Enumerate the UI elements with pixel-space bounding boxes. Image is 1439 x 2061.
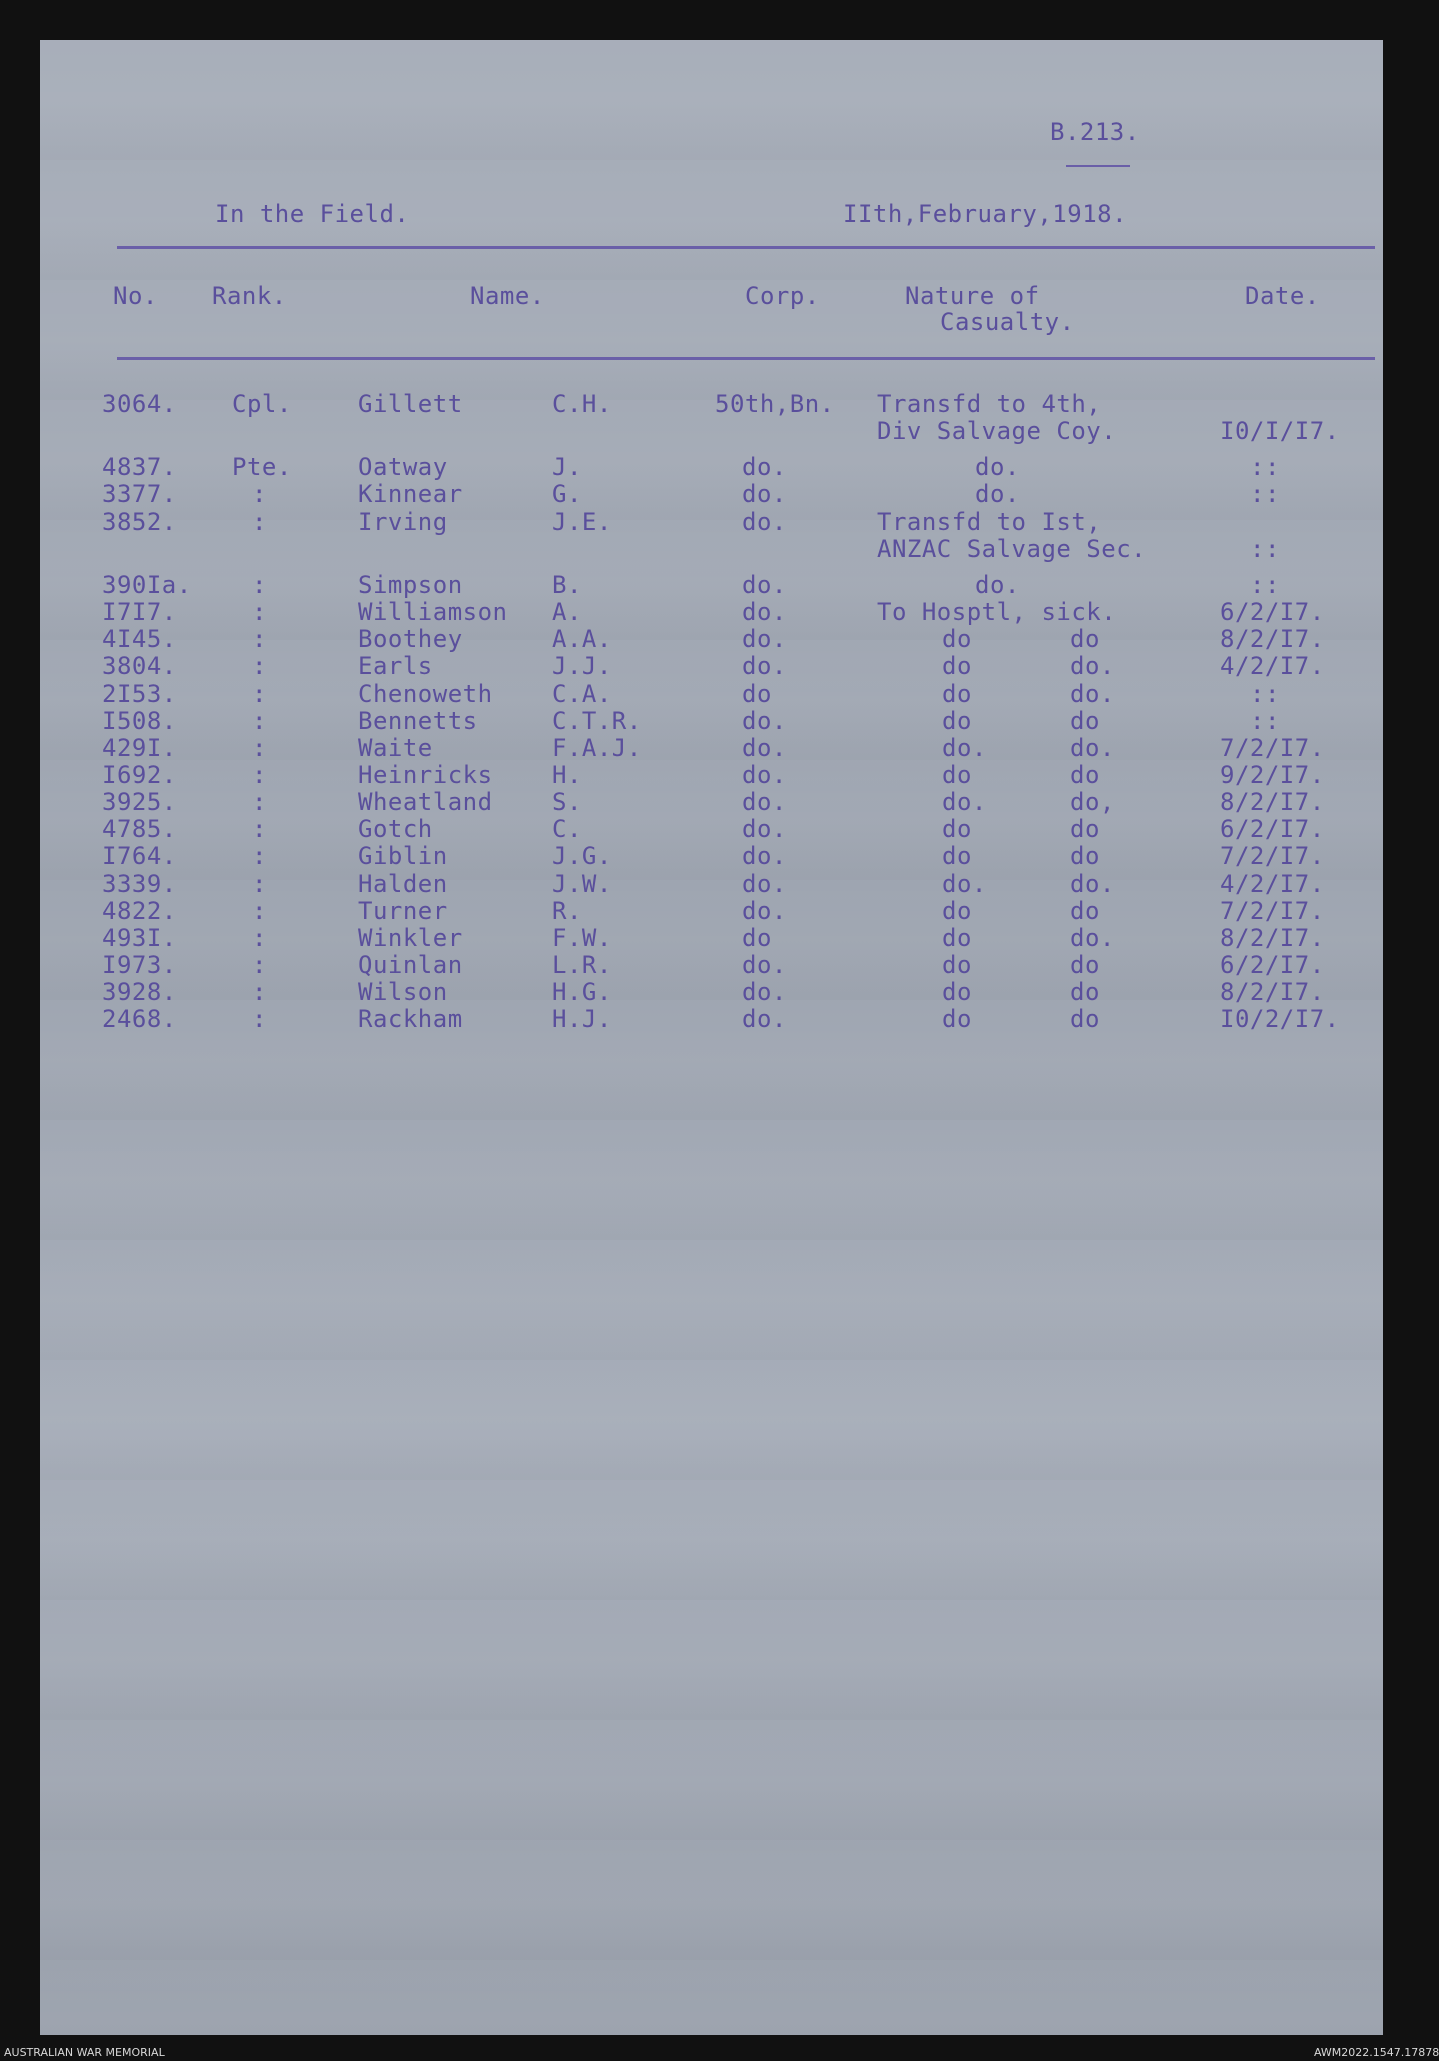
row-initials: C.H. bbox=[552, 390, 612, 418]
row-surname: Boothey bbox=[358, 625, 463, 653]
row-surname: Quinlan bbox=[358, 951, 463, 979]
row-corps: do. bbox=[742, 652, 787, 680]
row-corps: do bbox=[742, 924, 772, 952]
reference-underline bbox=[1066, 165, 1130, 167]
row-surname: Chenoweth bbox=[358, 680, 493, 708]
row-number: 3928. bbox=[102, 978, 177, 1006]
header-no: No. bbox=[113, 282, 158, 310]
row-date: :: bbox=[1250, 480, 1280, 508]
row-number: 3804. bbox=[102, 652, 177, 680]
row-surname: Bennetts bbox=[358, 707, 478, 735]
footer-left: AUSTRALIAN WAR MEMORIAL bbox=[4, 2046, 165, 2059]
row-nature: do. bbox=[975, 480, 1020, 508]
row-date: 7/2/I7. bbox=[1220, 734, 1325, 762]
row-initials: F.A.J. bbox=[552, 734, 642, 762]
row-date: :: bbox=[1250, 680, 1280, 708]
row-number: I764. bbox=[102, 842, 177, 870]
row-nature: do bbox=[942, 707, 972, 735]
row-date: 6/2/I7. bbox=[1220, 951, 1325, 979]
row-corps: do. bbox=[742, 625, 787, 653]
row-nature-ditto: do. bbox=[1070, 870, 1115, 898]
row-initials: C.A. bbox=[552, 680, 612, 708]
row-initials: H.G. bbox=[552, 978, 612, 1006]
row-nature: do. bbox=[975, 571, 1020, 599]
row-rank: : bbox=[252, 815, 267, 843]
row-corps: do. bbox=[742, 815, 787, 843]
document-sheet bbox=[40, 40, 1383, 2035]
row-corps: do. bbox=[742, 1005, 787, 1033]
header-rule-top bbox=[117, 246, 1375, 249]
row-corps: do. bbox=[742, 788, 787, 816]
row-rank: : bbox=[252, 897, 267, 925]
row-date: I0/2/I7. bbox=[1220, 1005, 1340, 1033]
document-reference: B.213. bbox=[1050, 118, 1140, 146]
row-surname: Waite bbox=[358, 734, 433, 762]
row-corps: do. bbox=[742, 842, 787, 870]
row-rank: : bbox=[252, 571, 267, 599]
row-date: 4/2/I7. bbox=[1220, 870, 1325, 898]
row-surname: Williamson bbox=[358, 598, 508, 626]
row-corps: do. bbox=[742, 870, 787, 898]
row-nature-ditto: do bbox=[1070, 625, 1100, 653]
row-number: 3852. bbox=[102, 508, 177, 536]
row-corps: do. bbox=[742, 897, 787, 925]
row-number: I7I7. bbox=[102, 598, 177, 626]
row-initials: J.J. bbox=[552, 652, 612, 680]
row-corps: do. bbox=[742, 453, 787, 481]
row-rank: : bbox=[252, 761, 267, 789]
row-date: 4/2/I7. bbox=[1220, 652, 1325, 680]
row-corps: do. bbox=[742, 508, 787, 536]
row-corps: do. bbox=[742, 978, 787, 1006]
row-number: I692. bbox=[102, 761, 177, 789]
row-initials: F.W. bbox=[552, 924, 612, 952]
row-number: 3377. bbox=[102, 480, 177, 508]
row-rank: : bbox=[252, 707, 267, 735]
row-rank: : bbox=[252, 1005, 267, 1033]
row-number: 2I53. bbox=[102, 680, 177, 708]
row-initials: L.R. bbox=[552, 951, 612, 979]
row-initials: J.W. bbox=[552, 870, 612, 898]
row-rank: : bbox=[252, 734, 267, 762]
row-date: :: bbox=[1250, 707, 1280, 735]
row-number: 4837. bbox=[102, 453, 177, 481]
row-nature-ditto: do bbox=[1070, 842, 1100, 870]
row-nature-ditto: do bbox=[1070, 897, 1100, 925]
row-initials: H.J. bbox=[552, 1005, 612, 1033]
row-nature-ditto: do bbox=[1070, 951, 1100, 979]
row-initials: J.E. bbox=[552, 508, 612, 536]
row-initials: A.A. bbox=[552, 625, 612, 653]
row-date: 6/2/I7. bbox=[1220, 815, 1325, 843]
row-number: I508. bbox=[102, 707, 177, 735]
row-corps: do. bbox=[742, 598, 787, 626]
row-corps: do. bbox=[742, 951, 787, 979]
row-surname: Simpson bbox=[358, 571, 463, 599]
row-number: 4822. bbox=[102, 897, 177, 925]
row-date: :: bbox=[1250, 571, 1280, 599]
row-surname: Gotch bbox=[358, 815, 433, 843]
row-date-continued: :: bbox=[1250, 535, 1280, 563]
row-surname: Winkler bbox=[358, 924, 463, 952]
header-name: Name. bbox=[470, 282, 545, 310]
row-nature-ditto: do, bbox=[1070, 788, 1115, 816]
row-nature: do bbox=[942, 652, 972, 680]
row-surname: Wilson bbox=[358, 978, 448, 1006]
row-rank: : bbox=[252, 508, 267, 536]
row-date: 8/2/I7. bbox=[1220, 788, 1325, 816]
row-initials: H. bbox=[552, 761, 582, 789]
row-initials: J.G. bbox=[552, 842, 612, 870]
row-nature-ditto: do bbox=[1070, 707, 1100, 735]
row-nature: do. bbox=[942, 734, 987, 762]
row-nature-ditto: do bbox=[1070, 978, 1100, 1006]
row-initials: J. bbox=[552, 453, 582, 481]
row-nature: do bbox=[942, 815, 972, 843]
row-number: 3064. bbox=[102, 390, 177, 418]
row-date: 8/2/I7. bbox=[1220, 978, 1325, 1006]
row-date: :: bbox=[1250, 453, 1280, 481]
row-nature-ditto: do bbox=[1070, 815, 1100, 843]
row-nature: do bbox=[942, 978, 972, 1006]
row-surname: Earls bbox=[358, 652, 433, 680]
row-number: 390Ia. bbox=[102, 571, 192, 599]
row-nature: do bbox=[942, 951, 972, 979]
row-corps: do. bbox=[742, 734, 787, 762]
document-date: IIth,February,1918. bbox=[843, 200, 1128, 228]
row-initials: A. bbox=[552, 598, 582, 626]
footer-right: AWM2022.1547.17878 bbox=[1314, 2046, 1439, 2059]
row-rank: : bbox=[252, 598, 267, 626]
row-nature: do bbox=[942, 924, 972, 952]
row-nature-ditto: do bbox=[1070, 1005, 1100, 1033]
row-surname: Gillett bbox=[358, 390, 463, 418]
row-date: 6/2/I7. bbox=[1220, 598, 1325, 626]
row-date: 8/2/I7. bbox=[1220, 924, 1325, 952]
header-rank: Rank. bbox=[212, 282, 287, 310]
row-surname: Heinricks bbox=[358, 761, 493, 789]
row-surname: Halden bbox=[358, 870, 448, 898]
row-initials: G. bbox=[552, 480, 582, 508]
row-date-continued: I0/I/I7. bbox=[1220, 417, 1340, 445]
row-nature: do bbox=[942, 1005, 972, 1033]
header-nature-line2: Casualty. bbox=[940, 308, 1075, 336]
row-rank: : bbox=[252, 870, 267, 898]
row-corps: 50th,Bn. bbox=[715, 390, 835, 418]
row-number: 493I. bbox=[102, 924, 177, 952]
row-nature: do bbox=[942, 680, 972, 708]
row-nature-ditto: do. bbox=[1070, 680, 1115, 708]
row-rank: : bbox=[252, 625, 267, 653]
row-date: 8/2/I7. bbox=[1220, 625, 1325, 653]
row-nature-continued: Div Salvage Coy. bbox=[877, 417, 1117, 445]
row-number: 2468. bbox=[102, 1005, 177, 1033]
row-surname: Oatway bbox=[358, 453, 448, 481]
header-nature-line1: Nature of bbox=[905, 282, 1040, 310]
row-initials: R. bbox=[552, 897, 582, 925]
row-number: 429I. bbox=[102, 734, 177, 762]
row-nature-ditto: do. bbox=[1070, 652, 1115, 680]
row-corps: do. bbox=[742, 571, 787, 599]
row-number: 3925. bbox=[102, 788, 177, 816]
row-surname: Wheatland bbox=[358, 788, 493, 816]
row-initials: S. bbox=[552, 788, 582, 816]
row-corps: do bbox=[742, 680, 772, 708]
row-surname: Kinnear bbox=[358, 480, 463, 508]
row-number: 4I45. bbox=[102, 625, 177, 653]
row-rank: : bbox=[252, 652, 267, 680]
row-nature: do. bbox=[975, 453, 1020, 481]
row-surname: Rackham bbox=[358, 1005, 463, 1033]
row-nature-continued: ANZAC Salvage Sec. bbox=[877, 535, 1147, 563]
row-nature: do. bbox=[942, 870, 987, 898]
row-rank: : bbox=[252, 978, 267, 1006]
row-rank: Cpl. bbox=[232, 390, 292, 418]
row-number: 3339. bbox=[102, 870, 177, 898]
row-rank: : bbox=[252, 788, 267, 816]
row-rank: : bbox=[252, 951, 267, 979]
row-rank: Pte. bbox=[232, 453, 292, 481]
row-number: I973. bbox=[102, 951, 177, 979]
row-date: 7/2/I7. bbox=[1220, 842, 1325, 870]
row-nature-ditto: do. bbox=[1070, 924, 1115, 952]
row-date: 7/2/I7. bbox=[1220, 897, 1325, 925]
row-rank: : bbox=[252, 680, 267, 708]
row-nature: Transfd to Ist, bbox=[877, 508, 1102, 536]
row-corps: do. bbox=[742, 761, 787, 789]
row-nature: do bbox=[942, 897, 972, 925]
row-surname: Irving bbox=[358, 508, 448, 536]
header-date: Date. bbox=[1245, 282, 1320, 310]
row-nature: do bbox=[942, 842, 972, 870]
header-corps: Corp. bbox=[745, 282, 820, 310]
row-nature-ditto: do. bbox=[1070, 734, 1115, 762]
row-initials: B. bbox=[552, 571, 582, 599]
row-corps: do. bbox=[742, 480, 787, 508]
row-rank: : bbox=[252, 842, 267, 870]
row-corps: do. bbox=[742, 707, 787, 735]
document-place: In the Field. bbox=[215, 200, 410, 228]
row-number: 4785. bbox=[102, 815, 177, 843]
row-initials: C. bbox=[552, 815, 582, 843]
row-date: 9/2/I7. bbox=[1220, 761, 1325, 789]
row-nature: Transfd to 4th, bbox=[877, 390, 1102, 418]
header-rule-bottom bbox=[117, 357, 1375, 360]
row-rank: : bbox=[252, 480, 267, 508]
row-nature-ditto: do bbox=[1070, 761, 1100, 789]
row-rank: : bbox=[252, 924, 267, 952]
row-nature: To Hosptl, sick. bbox=[877, 598, 1117, 626]
row-surname: Giblin bbox=[358, 842, 448, 870]
row-initials: C.T.R. bbox=[552, 707, 642, 735]
row-nature: do bbox=[942, 625, 972, 653]
row-surname: Turner bbox=[358, 897, 448, 925]
row-nature: do. bbox=[942, 788, 987, 816]
row-nature: do bbox=[942, 761, 972, 789]
